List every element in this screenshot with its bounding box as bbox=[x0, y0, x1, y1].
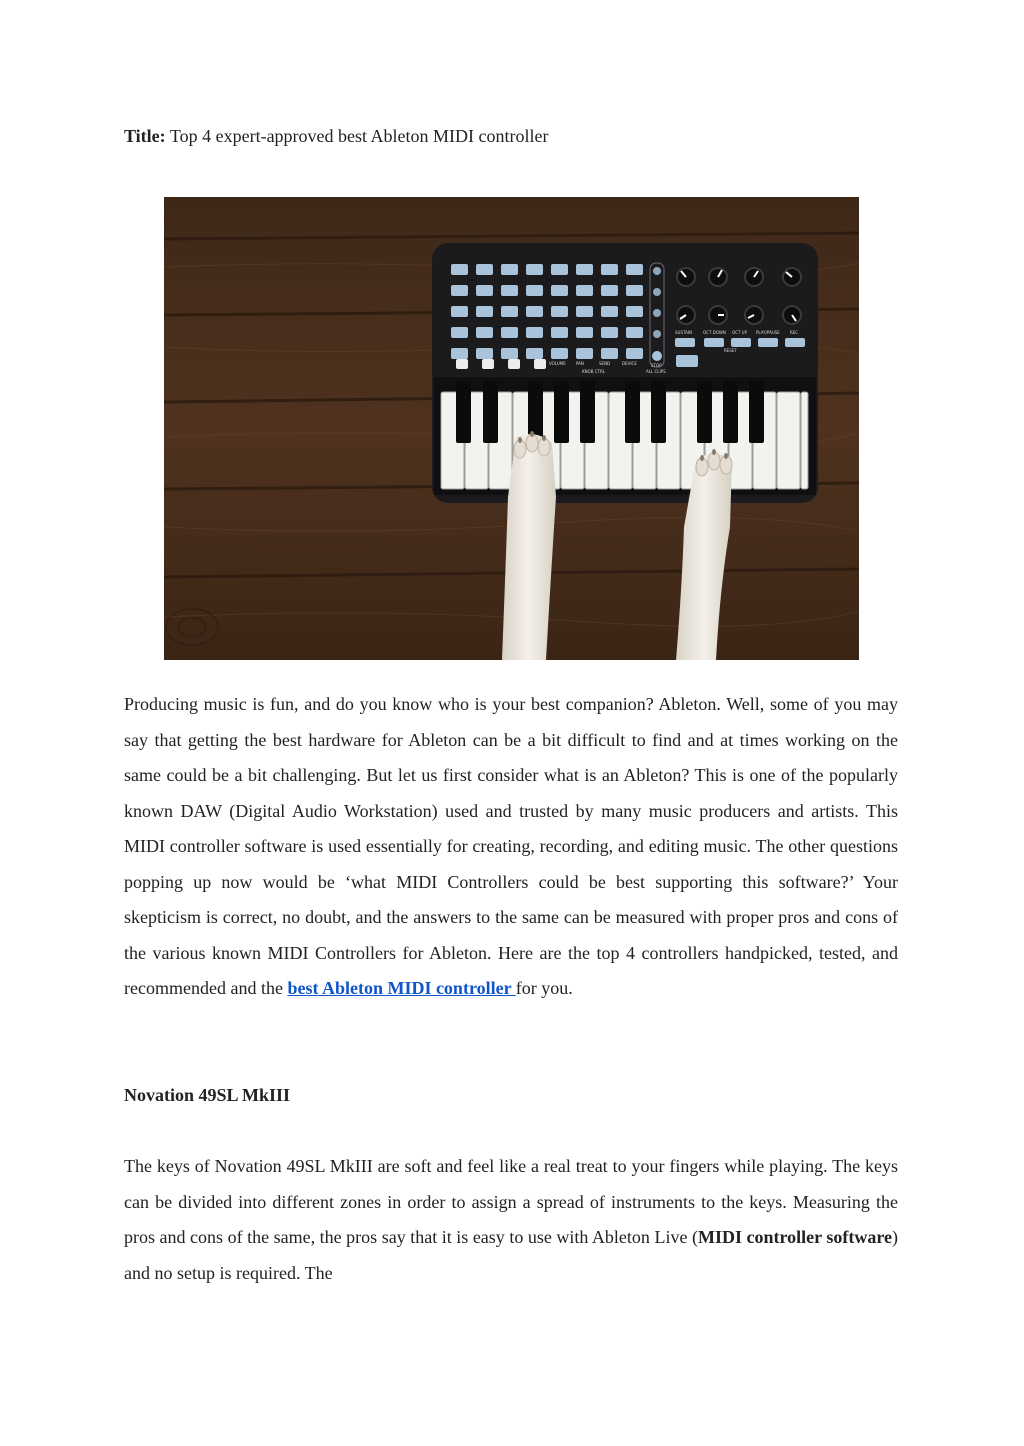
label-all-clips: ALL CLIPS bbox=[646, 369, 666, 374]
label-pan: PAN bbox=[576, 361, 584, 366]
section-paragraph bbox=[124, 1149, 898, 1291]
label-knob-ctrl: KNOB CTRL bbox=[582, 369, 606, 374]
label-send: SEND bbox=[599, 361, 611, 366]
intro-text-end: for you. bbox=[515, 978, 573, 998]
intro-text: Producing music is fun, and do you know who is your best companion? Ableton. Well, some of you may say that getting the best hardware for Ableton can be a bit difficult to find and at times working on the same could be a bit challenging. But let us first consider what is an Ableton? This is one of the popularly known DAW (Digital Audio Workstation) used and trusted by many music producers and artists. This MIDI controller software is used essentially for creating, recording, and editing music. The other questions popping up now would be ‘what MIDI Controllers could be best supporting this software?’ Your skepticism is correct, no doubt, and the answers to the same can be measured with proper pros and cons of the various known MIDI Controllers for Ableton. Here are the top 4 controllers handpicked, tested, and recommended and the bbox=[124, 694, 898, 998]
label-stop: STOP bbox=[651, 363, 662, 368]
label-reset: RESET bbox=[724, 348, 737, 353]
label-oct-down: OCT DOWN bbox=[703, 330, 726, 335]
hero-image bbox=[164, 197, 859, 660]
title-label: Title: bbox=[124, 126, 166, 146]
document-title bbox=[124, 124, 900, 148]
label-device: DEVICE bbox=[622, 361, 637, 366]
section-bold-text: MIDI controller software bbox=[697, 1227, 892, 1247]
section-heading: Novation 49SL MkIII bbox=[124, 1085, 291, 1105]
label-rec: REC bbox=[790, 330, 799, 335]
label-play-pause: PLAY/PAUSE bbox=[756, 330, 780, 335]
best-ableton-midi-controller-link[interactable]: best Ableton MIDI controller bbox=[287, 978, 516, 998]
label-volume: VOLUME bbox=[549, 361, 566, 366]
intro-paragraph bbox=[124, 687, 898, 1007]
title-text: Top 4 expert-approved best Ableton MIDI controller bbox=[169, 126, 549, 146]
label-sustain: SUSTAIN bbox=[675, 330, 693, 335]
section-text: The keys of Novation 49SL MkIII are soft and feel like a real treat to your fingers while playing. The keys can be divided into different zones in order to assign a spread of instruments to the keys. Measuring the pros and cons of the same, the pros say that it is easy to use with Ableton Live ( bbox=[124, 1156, 898, 1247]
label-oct-up: OCT UP bbox=[732, 330, 747, 335]
section-text-end: ) and no setup is required. The bbox=[124, 1227, 898, 1283]
